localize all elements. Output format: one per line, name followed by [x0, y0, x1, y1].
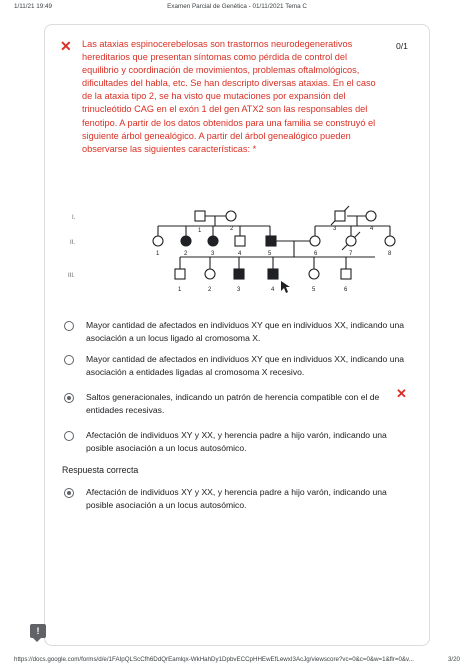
option-label: Afectación de individuos XY y XX, y herencia padre a hijo varón, indicando una posible asociación a un locus autosómico. [86, 430, 387, 453]
feedback-icon[interactable]: ! [30, 624, 46, 638]
pedigree-chart [60, 205, 420, 305]
radio-button[interactable] [64, 321, 74, 331]
incorrect-icon: ✕ [396, 386, 407, 401]
num-II2: 2 [184, 251, 188, 257]
num-III1: 1 [178, 287, 182, 293]
pedigree-III3 [234, 269, 244, 279]
num-II4: 4 [238, 251, 242, 257]
num-I1: 1 [198, 228, 202, 234]
num-II6: 6 [314, 251, 318, 257]
num-II8: 8 [388, 251, 392, 257]
num-I2: 2 [230, 226, 234, 232]
required-mark: * [252, 143, 257, 154]
print-footer [0, 656, 474, 670]
radio-button-selected [64, 488, 74, 498]
option-label: Saltos generacionales, indicando un patrón de herencia compatible con el de entidades recesivas. [86, 392, 380, 415]
num-II7: 7 [349, 251, 353, 257]
print-page-number: 3/20 [447, 656, 460, 663]
print-url: https://docs.google.com/forms/d/e/1FAIpQLScCfh6DdQrEamlqx-WkHahDy1DpbvECCpHHEwEfLewxI3AcJg/viewscore?vc=0&c=0&w=1&flr=0&v... [14, 656, 414, 663]
gen-label-III: III. [68, 273, 75, 279]
pedigree-III2 [205, 269, 215, 279]
pedigree-II6 [310, 236, 320, 246]
num-I3: 3 [333, 226, 337, 232]
pedigree-III1 [175, 269, 185, 279]
num-III5: 5 [312, 287, 316, 293]
num-III6: 6 [344, 287, 348, 293]
pedigree-II2 [181, 236, 191, 246]
num-II3: 3 [211, 251, 215, 257]
pedigree-III5 [309, 269, 319, 279]
question-body: Las ataxias espinocerebelosas son trastornos neurodegenerativos hereditarios que presentan síntomas como pérdida de control del equilibrio y coordinación de movimientos, problemas oftalmológicos, dificultades del habla, etc. Se han descripto diversas ataxias. En el caso de la ataxia tipo 2, se ha visto que mutaciones por expansión del trinucleótido CAG en el exón 1 del gen ATX2 son las responsables del fenotipo. A partir de los datos obtenidos para una familia se construyó el siguiente árbol genealógico. A partir del árbol genealógico pueden observarse las siguientes características: [82, 39, 376, 154]
num-III3: 3 [237, 287, 241, 293]
radio-button-selected[interactable] [64, 393, 74, 403]
pedigree-II3 [208, 236, 218, 246]
option-label: Mayor cantidad de afectados en individuos XY que en individuos XX, indicando una asociación a entidades ligadas al cromosoma X recesivo. [86, 354, 405, 377]
close-icon: ✕ [60, 38, 72, 54]
correct-answer-label: Afectación de individuos XY y XX, y herencia padre a hijo varón, indicando una posible asociación a un locus autosómico. [86, 487, 387, 510]
pedigree-I3 [335, 211, 345, 221]
print-header [0, 0, 474, 14]
pedigree-II4 [235, 236, 245, 246]
pedigree-III4 [268, 269, 278, 279]
num-I4: 4 [370, 226, 374, 232]
pedigree-I4 [366, 211, 376, 221]
num-II5: 5 [268, 251, 272, 257]
num-II1: 1 [156, 251, 160, 257]
question-score: 0/1 [396, 41, 408, 51]
radio-button[interactable] [64, 431, 74, 441]
pedigree-II1 [153, 236, 163, 246]
num-III2: 2 [208, 287, 212, 293]
pedigree-I2 [226, 211, 236, 221]
correct-answer-heading: Respuesta correcta [62, 465, 139, 475]
gen-label-II: II. [70, 240, 76, 246]
mouse-cursor-icon [281, 281, 290, 293]
num-III4: 4 [271, 287, 275, 293]
gen-label-I: I. [72, 215, 76, 221]
radio-button[interactable] [64, 355, 74, 365]
option-label: Mayor cantidad de afectados en individuos XY que en individuos XX, indicando una asociación a un locus ligado al cromosoma X. [86, 320, 405, 343]
pedigree-I1 [195, 211, 205, 221]
print-title: Examen Parcial de Genética - 01/11/2021 Tema C [167, 3, 307, 10]
pedigree-II8 [385, 236, 395, 246]
pedigree-III6 [341, 269, 351, 279]
question-text [82, 38, 382, 156]
pedigree-II7 [346, 236, 356, 246]
pedigree-II5 [266, 236, 276, 246]
print-datetime: 1/11/21 19:49 [14, 3, 53, 10]
